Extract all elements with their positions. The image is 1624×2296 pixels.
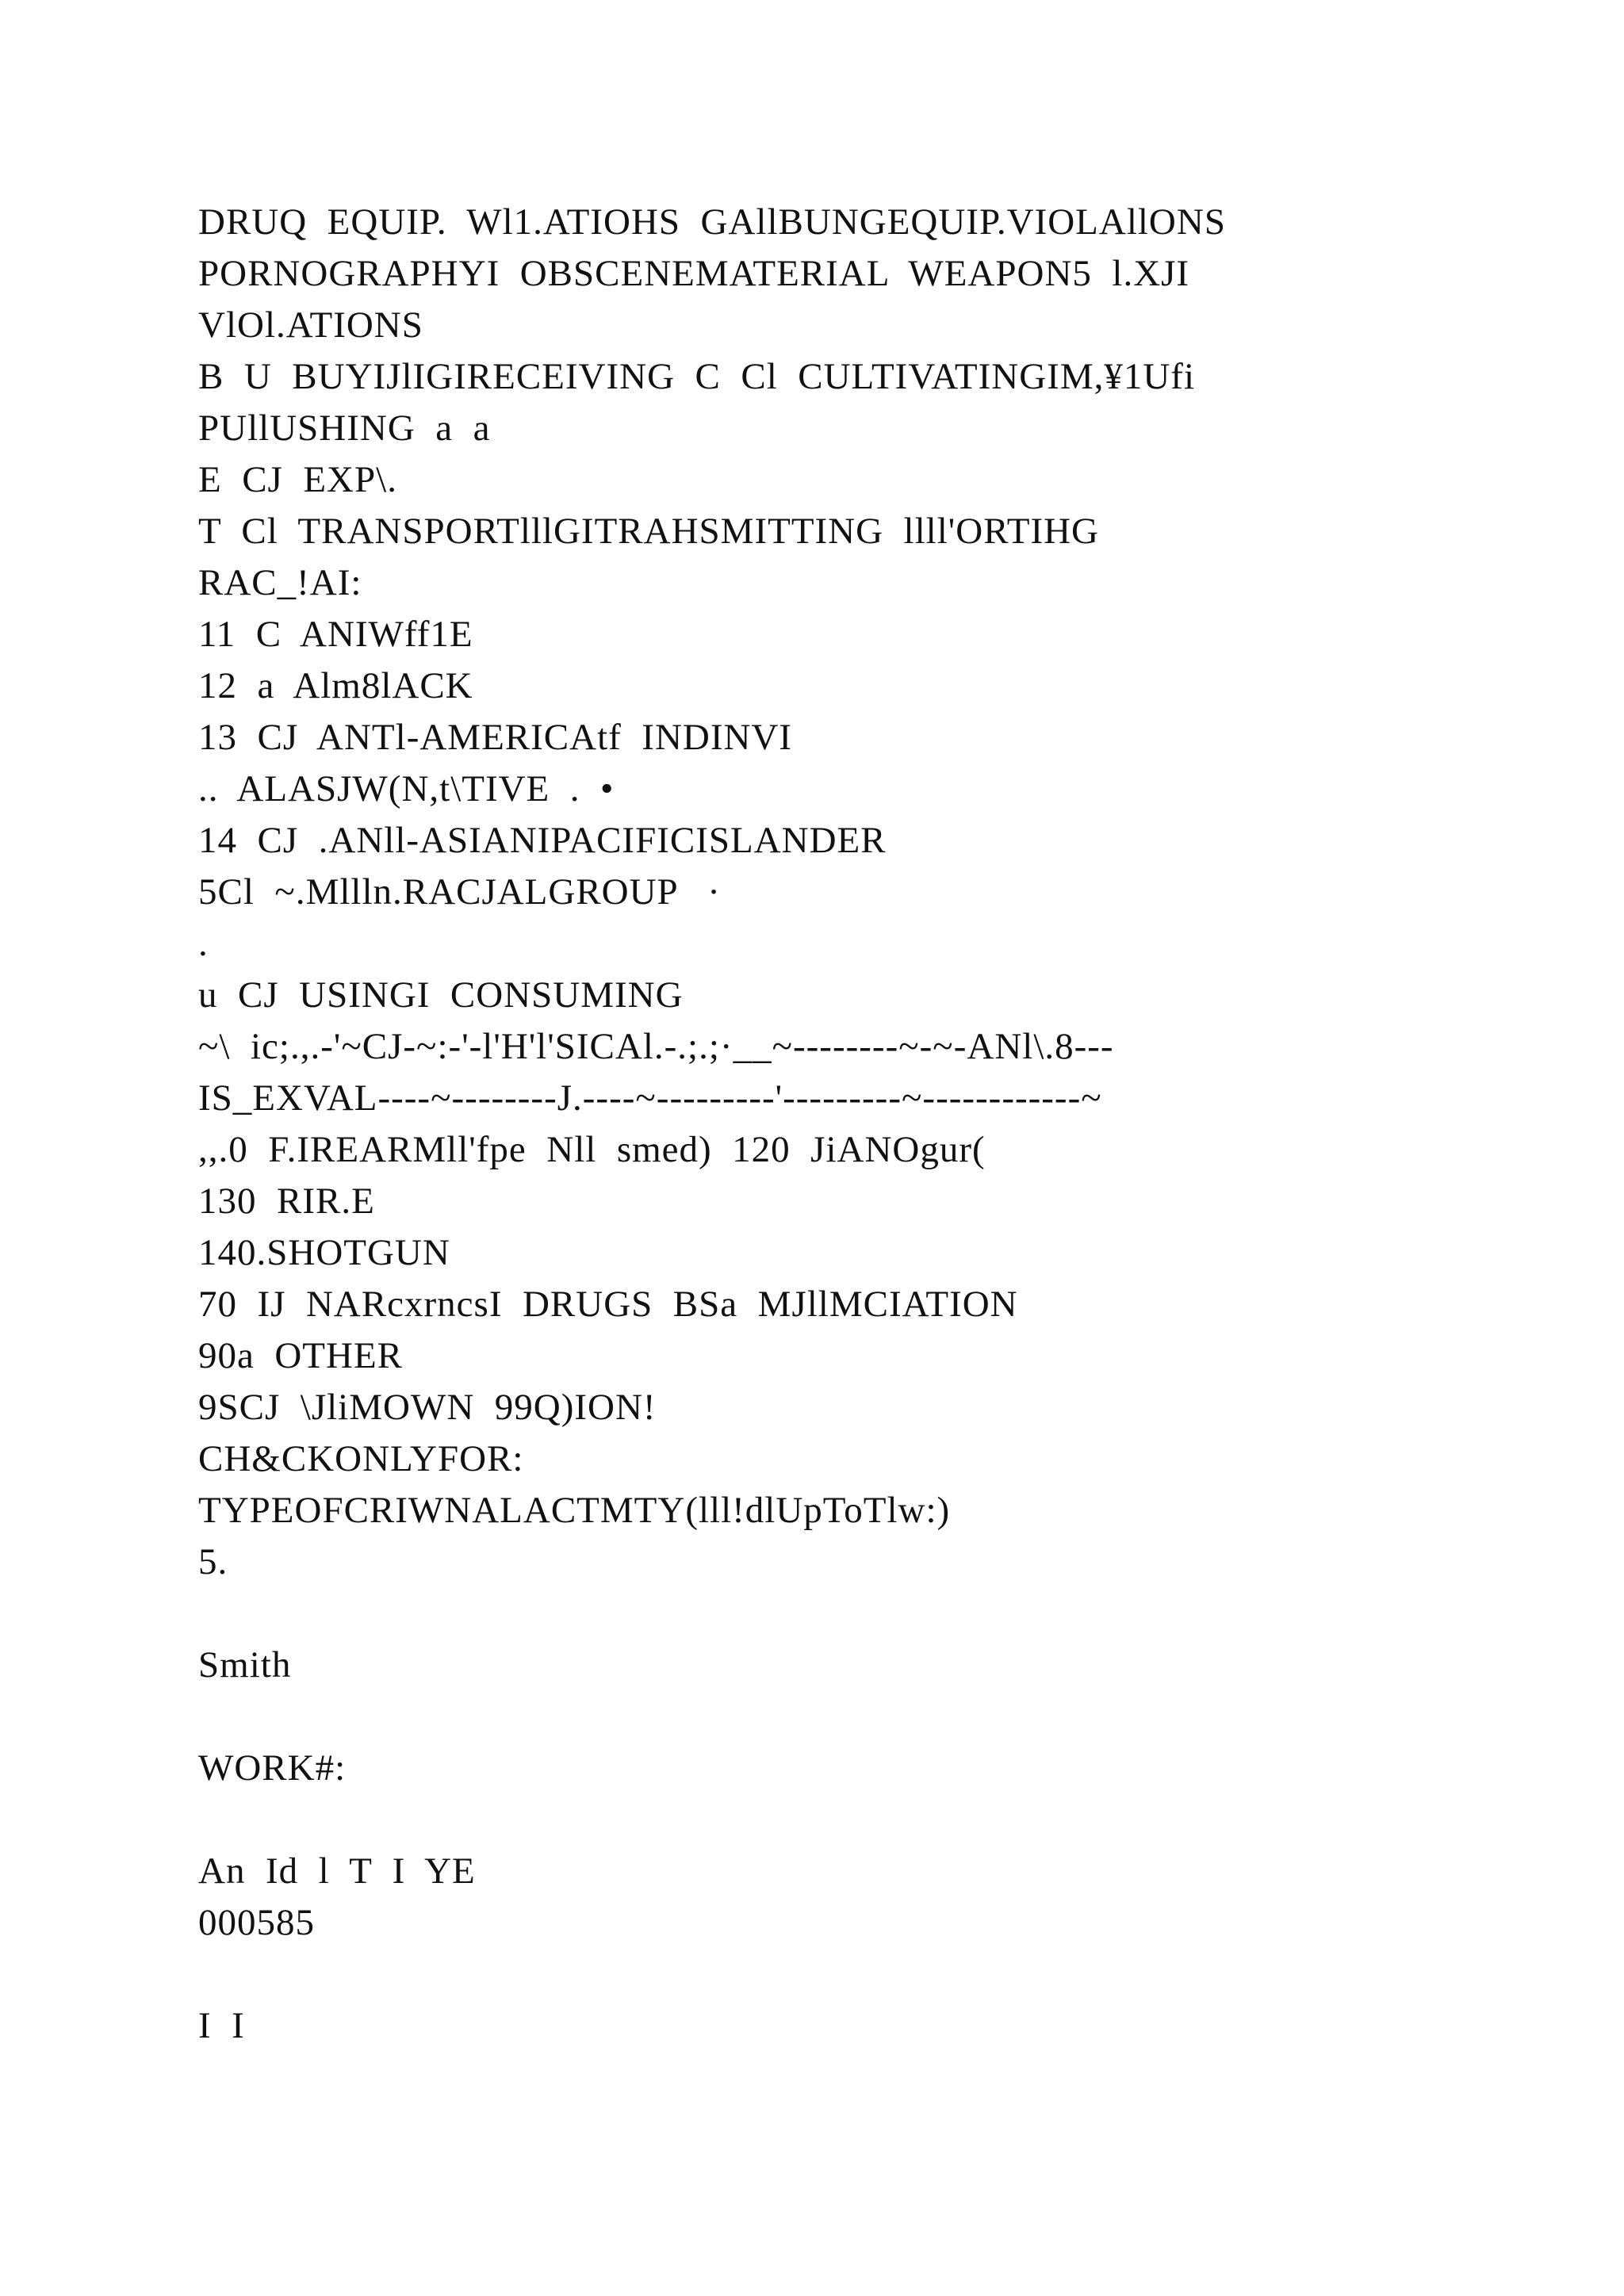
text-line: .. ALASJW(N,t\TIVE . •: [198, 768, 615, 809]
text-line: PORNOGRAPHYI OBSCENEMATERIAL WEAPON5 l.XJI: [198, 253, 1190, 294]
text-line: u CJ USINGI CONSUMING: [198, 974, 684, 1016]
blank-line: [198, 1794, 1562, 1846]
text-line: 9SCJ \JliMOWN 99Q)ION!: [198, 1387, 657, 1428]
text-line: 13 CJ ANTl-AMERICAtf INDINVI: [198, 717, 793, 758]
text-line: 140.SHOTGUN: [198, 1232, 450, 1273]
ocr-text-block: [198, 197, 1562, 2052]
text-line: ~\ ic;.,.-'~CJ-~:-'-l'H'l'SICAl.-.;.;·__~--------~-~-ANl\.8---: [198, 1026, 1114, 1067]
blank-line: [198, 1588, 1562, 1640]
text-line: I I: [198, 2005, 245, 2046]
text-line: WORK#:: [198, 1747, 347, 1789]
text-line: IS_EXVAL----~--------J.----~---------'---------~------------~: [198, 1077, 1102, 1119]
text-line: 70 IJ NARcxrncsI DRUGS BSa MJllMCIATION: [198, 1284, 1018, 1325]
blank-line: [198, 1949, 1562, 2000]
text-line: 5.: [198, 1541, 228, 1582]
text-line: VlOl.ATIONS: [198, 304, 423, 346]
text-line: 12 a Alm8lACK: [198, 665, 473, 706]
text-line: .: [198, 923, 209, 964]
text-line: RAC_!AI:: [198, 562, 362, 603]
text-line: 5Cl ~.Mllln.RACJALGROUP ·: [198, 871, 721, 913]
blank-line: [198, 1691, 1562, 1743]
text-line: CH&CKONLYFOR:: [198, 1438, 524, 1479]
text-line: 000585: [198, 1902, 315, 1943]
text-line: T Cl TRANSPORTlllGITRAHSMITTING llll'ORTIHG: [198, 511, 1099, 552]
text-line: Smith: [198, 1644, 292, 1686]
text-line: 130 RIR.E: [198, 1181, 375, 1222]
text-line: An Id l T I YE: [198, 1850, 476, 1892]
text-line: PUllUSHING a a: [198, 408, 491, 449]
text-line: 90a OTHER: [198, 1335, 404, 1376]
text-line: 11 C ANIWff1E: [198, 614, 473, 655]
text-line: B U BUYIJlIGIRECEIVING C Cl CULTIVATINGIM,¥1Ufi: [198, 356, 1196, 397]
text-line: E CJ EXP\.: [198, 459, 397, 500]
text-line: DRUQ EQUIP. Wl1.ATIOHS GAllBUNGEQUIP.VIOLAllONS: [198, 201, 1226, 243]
text-line: ,,.0 F.IREARMll'fpe Nll smed) 120 JiANOgur(: [198, 1129, 986, 1170]
text-line: 14 CJ .ANll-ASIANIPACIFICISLANDER: [198, 820, 887, 861]
text-line: TYPEOFCRIWNALACTMTY(lll!dlUpToTlw:): [198, 1490, 951, 1531]
